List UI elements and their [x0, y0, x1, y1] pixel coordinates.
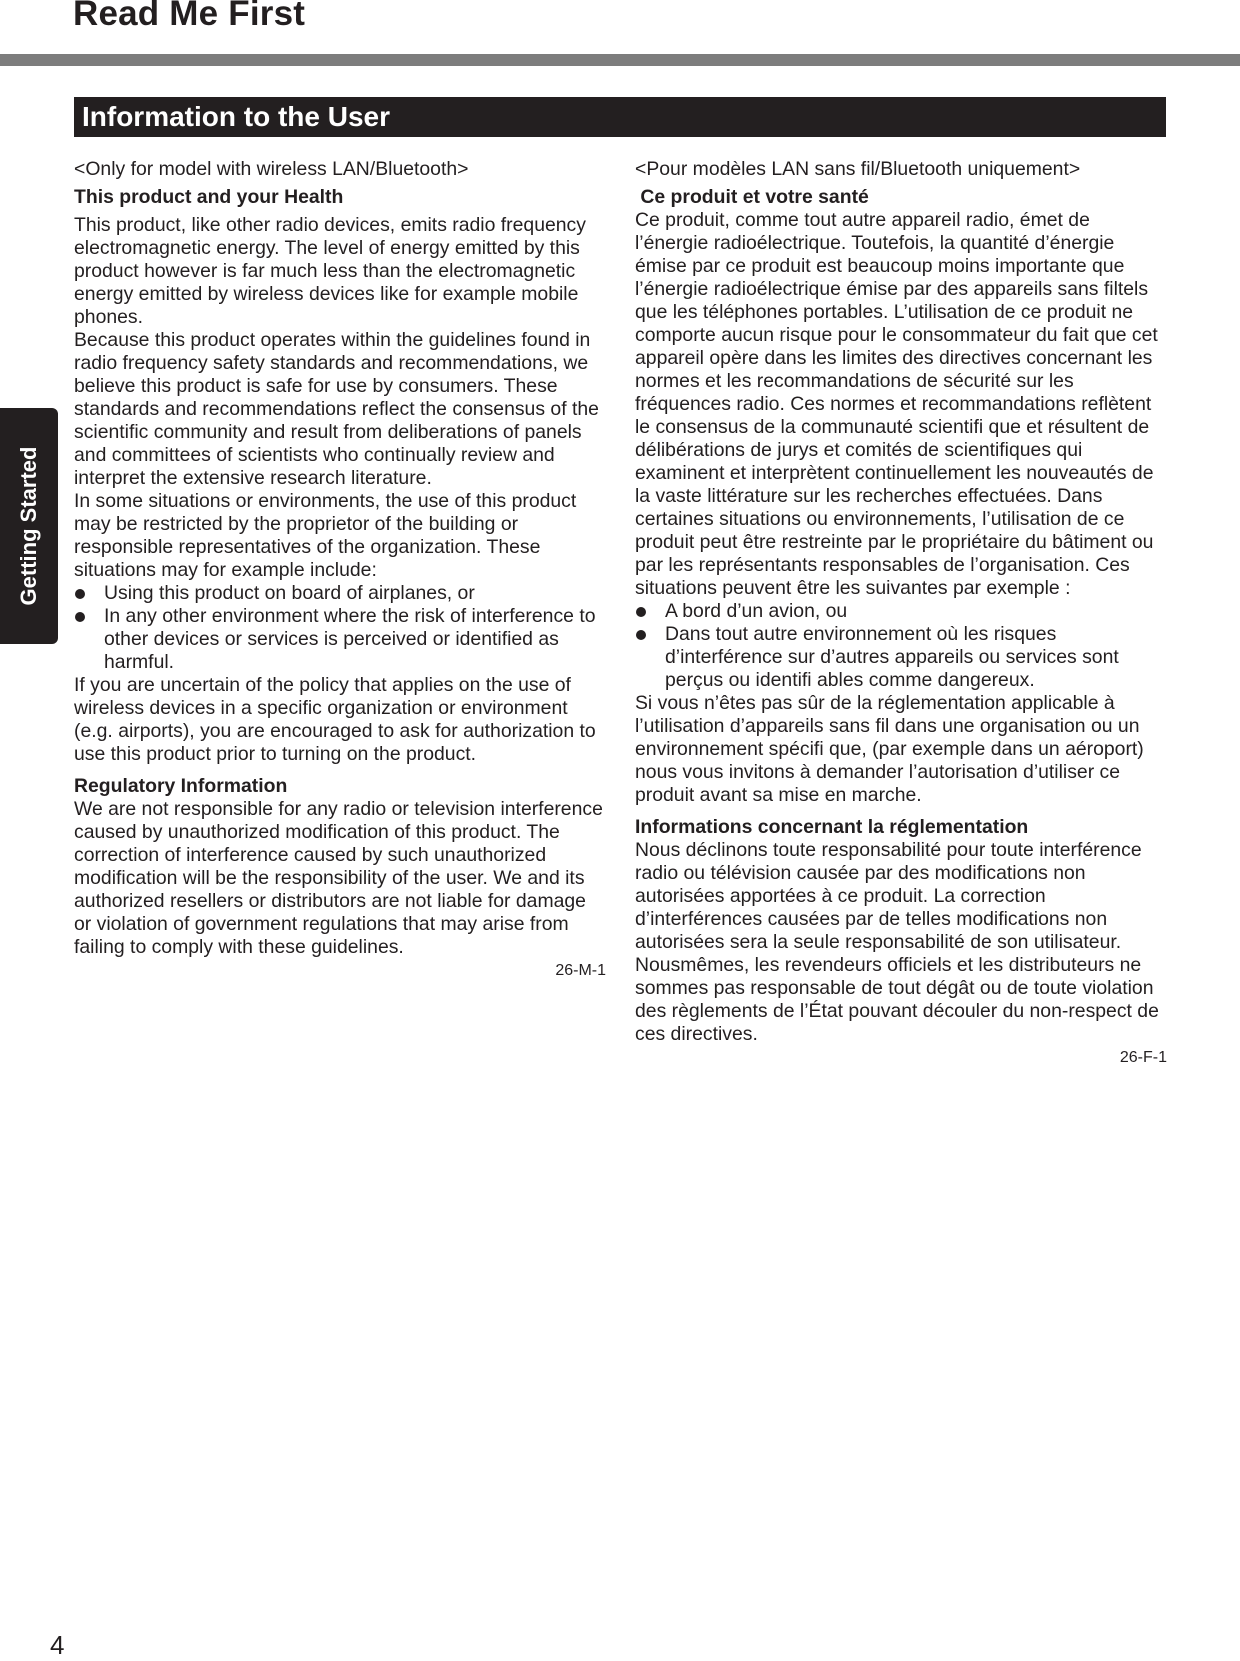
side-tab-label: Getting Started	[16, 446, 41, 606]
list-item-text: Dans tout autre environnement où les risques d’interférence sur d’autres appareils ou services sont perçus ou identifi ables comme dangereux.	[665, 623, 1119, 691]
health-heading: This product and your Health	[74, 186, 344, 208]
health-paragraph-2: Si vous n’êtes pas sûr de la réglementation applicable à l’utilisation d’appareils sans fil dans une organisation ou un environnement spécifi que, (par exemple dans un aéroport) nous vous invitons à demander l’autorisation d’utiliser ce produit avant sa mise en marche.	[635, 692, 1144, 806]
page-number: 4	[50, 1630, 65, 1660]
list-item-text: Using this product on board of airplanes, or	[104, 582, 475, 604]
regulatory-heading: Informations concernant la réglementation	[635, 816, 1029, 838]
situation-list	[74, 582, 606, 674]
section-title: Information to the User	[74, 97, 1166, 137]
bullet-icon	[75, 612, 85, 622]
french-column	[635, 158, 1167, 1068]
document-code: 26-M-1	[555, 962, 606, 979]
health-heading: Ce produit et votre santé	[635, 186, 869, 208]
english-column	[74, 158, 606, 981]
list-item	[635, 623, 1167, 692]
document-code: 26-F-1	[1119, 1049, 1167, 1066]
health-paragraph-3: In some situations or environments, the use of this product may be restricted by the proprietor of the building or responsible representatives of the organization. These situations may for example include:	[74, 490, 577, 581]
model-note: <Only for model with wireless LAN/Bluetooth>	[74, 158, 469, 180]
situation-list	[635, 600, 1167, 692]
list-item	[74, 582, 606, 605]
health-paragraph-1: This product, like other radio devices, emits radio frequency electromagnetic energy. The level of energy emitted by this product however is far much less than the electromagnetic energy emitted by wireless devices like for example mobile phones.	[74, 214, 586, 328]
bullet-icon	[636, 607, 646, 617]
bullet-icon	[636, 630, 646, 640]
health-paragraph-4: If you are uncertain of the policy that applies on the use of wireless devices in a specific organization or environment (e.g. airports), you are encouraged to ask for authorization to use this product prior to turning on the product.	[74, 674, 596, 765]
regulatory-heading: Regulatory Information	[74, 775, 288, 797]
regulatory-paragraph: Nous déclinons toute responsabilité pour toute interférence radio ou télévision causée par des modifications non autorisées apportées à ce produit. La correction d’interférences causées par de telles modifications non autorisées sera la seule responsabilité de son utilisateur. Nousmêmes, les revendeurs officiels et les distributeurs ne sommes pas responsable de tout dégât ou de toute violation des règlements de l’État pouvant découler du non-respect de ces directives.	[635, 839, 1159, 1045]
list-item-text: A bord d’un avion, ou	[665, 600, 848, 622]
list-item	[74, 605, 606, 674]
page-header-title: Read Me First	[73, 0, 306, 33]
health-paragraph-1: Ce produit, comme tout autre appareil radio, émet de l’énergie radioélectrique. Toutefois, la quantité d’énergie émise par ce produit est beaucoup moins importante que l’énergie radioélectrique émise par des appareils sans filtels que les téléphones portables. L’utilisation de ce produit ne comporte aucun risque pour le consommateur du fait que cet appareil opère dans les limites des directives concernant les normes et les recommandations de sécurité sur les fréquences radio. Ces normes et recommandations reflètent le consensus de la communauté scientifi que et résultent de délibérations de jurys et comités de scientifiques qui examinent et interprètent continuellement les nouveautés de la vaste littérature sur les recherches effectuées. Dans certaines situations ou environnements, l’utilisation de ce produit peut être restreinte par le propriétaire du bâtiment ou par les représentants responsables de l’organisation. Ces situations peuvent être les suivantes par exemple :	[635, 209, 1158, 599]
header-rule	[0, 54, 1240, 66]
bullet-icon	[75, 589, 85, 599]
health-paragraph-2: Because this product operates within the guidelines found in radio frequency safety standards and recommendations, we believe this product is safe for use by consumers. These standards and recommendations reflect the consensus of the scientific community and result from deliberations of panels and committees of scientists who continually review and interpret the extensive research literature.	[74, 329, 599, 489]
model-note: <Pour modèles LAN sans fil/Bluetooth uniquement>	[635, 158, 1081, 180]
list-item-text: In any other environment where the risk of interference to other devices or services is perceived or identified as harmful.	[104, 605, 596, 673]
side-tab	[0, 408, 58, 644]
regulatory-paragraph: We are not responsible for any radio or television interference caused by unauthorized modification of this product. The correction of interference caused by such unauthorized modification will be the responsibility of the user. We and its authorized resellers or distributors are not liable for damage or violation of government regulations that may arise from failing to comply with these guidelines.	[74, 798, 603, 958]
list-item	[635, 600, 1167, 623]
